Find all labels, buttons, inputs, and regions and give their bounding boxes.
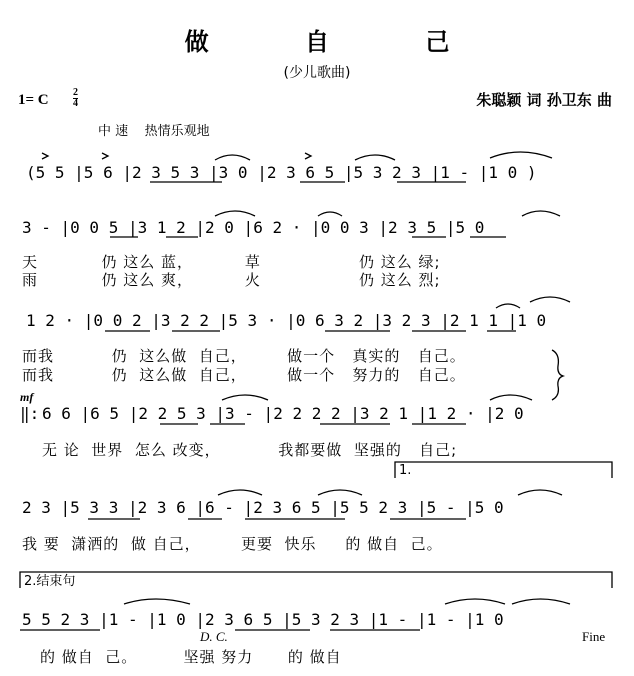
song-title: 做 自 己: [184, 28, 494, 56]
lyrics-row-6: 的 做自 己。 坚强 努力 的 做自: [40, 648, 342, 666]
lyrics-row-2-verse-2: 雨 仍 这么 爽， 火 仍 这么 烈;: [22, 271, 441, 289]
song-subtitle: (少儿歌曲): [283, 65, 351, 81]
lyrics-row-3-verse-1: 而我 仍 这么做 自己， 做一个 真实的 自己。: [22, 347, 466, 365]
repeat-sign-start: ‖:: [20, 404, 40, 423]
lyrics-row-4: 无 论 世界 怎么 改变， 我都要做 坚强的 自己;: [42, 441, 458, 459]
tempo-marking: 中 速 热情乐观地: [98, 124, 210, 139]
notation-row-2: 3 - |0 0 5 |3 1 2 |2 0 |6 2 · |0 0 3 |2 3 5 |5 0: [22, 218, 485, 237]
notation-row-1: (5 5 |5 6 |2 3 5 3 |3 0 |2 3 6 5 |5 3 2 3 |1 - |1 0 ): [26, 163, 537, 182]
fine-marking: Fine: [582, 629, 606, 644]
credits: 朱聪颖 词 孙卫东 曲: [476, 91, 612, 109]
lyrics-row-5: 我 要 潇洒的 做 自己， 更要 快乐 的 做自 己。: [22, 535, 443, 553]
volta-2-label: 2.结束句: [24, 574, 76, 589]
dynamic-mf: mf: [20, 390, 34, 404]
notation-row-5: 2 3 |5 3 3 |2 3 6 |6 - |2 3 6 5 |5 5 2 3 |5 - |5 0: [22, 498, 504, 517]
dc-marking: D. C.: [200, 629, 228, 644]
notation-row-6: 5 5 2 3 |1 - |1 0 |2 3 6 5 |5 3 2 3 |1 - |1 - |1 0: [22, 610, 504, 629]
notation-row-3: 1 2 · |0 0 2 |3 2 2 |5 3 · |0 6 3 2 |3 2 3 |2 1 1 |1 0: [26, 311, 547, 330]
lyrics-row-2-verse-1: 天 仍 这么 蓝， 草 仍 这么 绿;: [22, 253, 441, 271]
key-signature: 1= C: [18, 92, 49, 108]
notation-row-4: 6 6 |6 5 |2 2 5 3 |3 - |2 2 2 2 |3 2 1 |1 2 · |2 0: [42, 404, 524, 423]
volta-1-label: 1.: [399, 463, 412, 478]
lyrics-row-3-verse-2: 而我 仍 这么做 自己， 做一个 努力的 自己。: [22, 366, 466, 384]
time-signature-bottom: 4: [73, 98, 78, 109]
time-signature-top: 2: [73, 87, 78, 98]
